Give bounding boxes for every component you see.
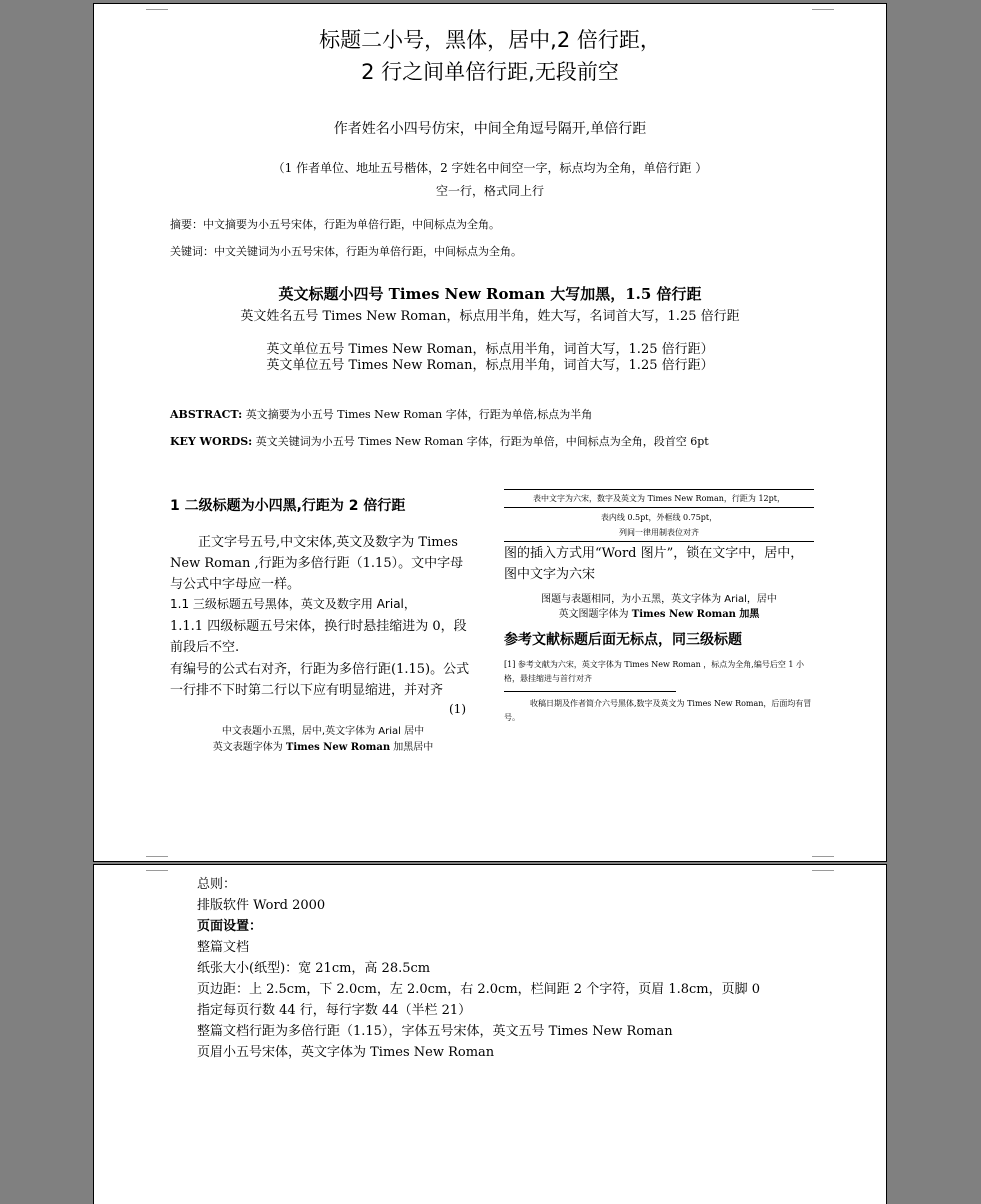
- section-heading: 1 二级标题为小四黑,行距为 2 倍行距: [170, 498, 406, 514]
- table-row-1: 表中文字为六宋，数字及英文为 Times New Roman，行距为 12pt，: [533, 494, 785, 503]
- document-page-2: [93, 864, 887, 1204]
- affiliation-line-2: 空一行，格式同上行: [435, 184, 544, 198]
- crop-mark: [146, 856, 168, 862]
- settings-line: 排版软件 Word 2000: [197, 898, 326, 913]
- english-title: 英文标题小四号 Times New Roman 大写加黑，1.5 倍行距: [278, 285, 702, 303]
- english-authors: 英文姓名五号 Times New Roman，标点用半角，姓大写，名词首大写，1.25 倍行距: [240, 309, 740, 324]
- abstract-en-text: 英文摘要为小五号 Times New Roman 字体，行距为单倍,标点为半角: [242, 408, 593, 421]
- english-affiliation-2: 英文单位五号 Times New Roman，标点用半角，词首大写，1.25 倍行距）: [266, 358, 714, 373]
- table-row-2: 表内线 0.5pt，外框线 0.75pt，: [600, 513, 718, 522]
- footnote: 收稿日期及作者简介六号黑体,数字及英文为 Times New Roman，后面均有冒号。: [504, 699, 812, 722]
- table-caption-en-prefix: 英文表题字体为: [212, 742, 286, 753]
- table-caption-cn: 中文表题小五黑，居中,英文字体为 Arial 居中: [221, 726, 425, 737]
- figure-caption-2-bold: Times New Roman 加黑: [631, 609, 760, 620]
- settings-line: 指定每页行数 44 行，每行字数 44（半栏 21）: [197, 1003, 472, 1018]
- figure-caption-2: [504, 609, 814, 621]
- abstract-en: [170, 408, 592, 421]
- settings-line: 页眉小五号宋体，英文字体为 Times New Roman: [197, 1045, 495, 1060]
- formula-number: (1): [449, 702, 466, 716]
- crop-mark: [812, 856, 834, 862]
- table-caption-en-bold: Times New Roman: [285, 742, 391, 753]
- crop-mark: [146, 4, 168, 10]
- reference-item-1: [1] 参考文献为六宋，英文字体为 Times New Roman ，标点为全角,编号后空 1 小格，悬挂缩进与首行对齐: [504, 660, 805, 683]
- body-paragraph: 正文字号五号,中文宋体,英文及数字为 Times New Roman ,行距为多倍行距（1.15）。文中字母与公式中字母应一样。: [170, 535, 464, 592]
- figure-caption-1: 图题与表题相同，为小五黑，英文字体为 Arial，居中: [541, 594, 777, 605]
- table-bottom-rule: [504, 541, 814, 542]
- table-row-3: 列间一律用制表位对齐: [619, 528, 699, 537]
- formula-paragraph: 有编号的公式右对齐，行距为多倍行距(1.15)。公式一行排不下时第二行以下应有明显缩进，并对齐: [170, 662, 470, 698]
- keywords-en: [170, 435, 709, 448]
- settings-list: [197, 874, 760, 1063]
- affiliation-line-1: （1 作者单位、地址五号楷体，2 字姓名中间空一字，标点均为全角，单倍行距 ）: [272, 161, 708, 175]
- settings-line: 页边距：上 2.5cm，下 2.0cm，左 2.0cm，右 2.0cm，栏间距 2 个字符，页眉 1.8cm，页脚 0: [197, 982, 761, 997]
- table-caption-en-suffix: 加黑居中: [390, 742, 434, 753]
- figure-paragraph: 图的插入方式用“Word 图片”，锁在文字中，居中，图中文字为六宋: [504, 546, 804, 582]
- sub-heading: 1.1 三级标题五号黑体，英文及数字用 Arial，: [170, 597, 416, 611]
- settings-line: 整篇文档行距为多倍行距（1.15），字体五号宋体，英文五号 Times New Roman: [197, 1024, 673, 1039]
- crop-mark: [812, 4, 834, 10]
- abstract-en-label: ABSTRACT:: [170, 408, 243, 421]
- document-page-1: [93, 3, 887, 862]
- keywords-en-label: KEY WORDS:: [170, 435, 253, 448]
- document-title-line-2: 2 行之间单倍行距,无段前空: [361, 60, 619, 84]
- authors-line: 作者姓名小四号仿宋，中间全角逗号隔开,单倍行距: [333, 121, 647, 137]
- settings-line: 纸张大小(纸型)：宽 21cm，高 28.5cm: [197, 961, 431, 976]
- subsub-heading: 1.1.1 四级标题五号宋体，换行时悬挂缩进为 0，段前段后不空.: [170, 619, 467, 655]
- document-title-line-1: 标题二小号，黑体，居中,2 倍行距，: [319, 28, 661, 52]
- figure-caption-2-prefix: 英文图题字体为: [558, 609, 632, 620]
- settings-line: 总则：: [197, 877, 237, 892]
- settings-line: 页面设置：: [197, 919, 263, 934]
- english-affiliation-1: 英文单位五号 Times New Roman，标点用半角，词首大写，1.25 倍行距）: [266, 342, 714, 357]
- keywords-cn: 关键词：中文关键词为小五号宋体，行距为单倍行距，中间标点为全角。: [170, 245, 522, 258]
- table-caption-en: [170, 742, 476, 754]
- crop-mark: [812, 865, 834, 871]
- crop-mark: [146, 865, 168, 871]
- references-heading: 参考文献标题后面无标点，同三级标题: [504, 632, 742, 648]
- keywords-en-text: 英文关键词为小五号 Times New Roman 字体，行距为单倍，中间标点为全角，段首空 6pt: [252, 435, 709, 448]
- table-inner-rule: [504, 507, 814, 508]
- table-top-rule: [504, 489, 814, 490]
- footnote-separator: [504, 691, 676, 692]
- abstract-cn: 摘要：中文摘要为小五号宋体，行距为单倍行距，中间标点为全角。: [170, 218, 500, 231]
- settings-line: 整篇文档: [197, 940, 250, 955]
